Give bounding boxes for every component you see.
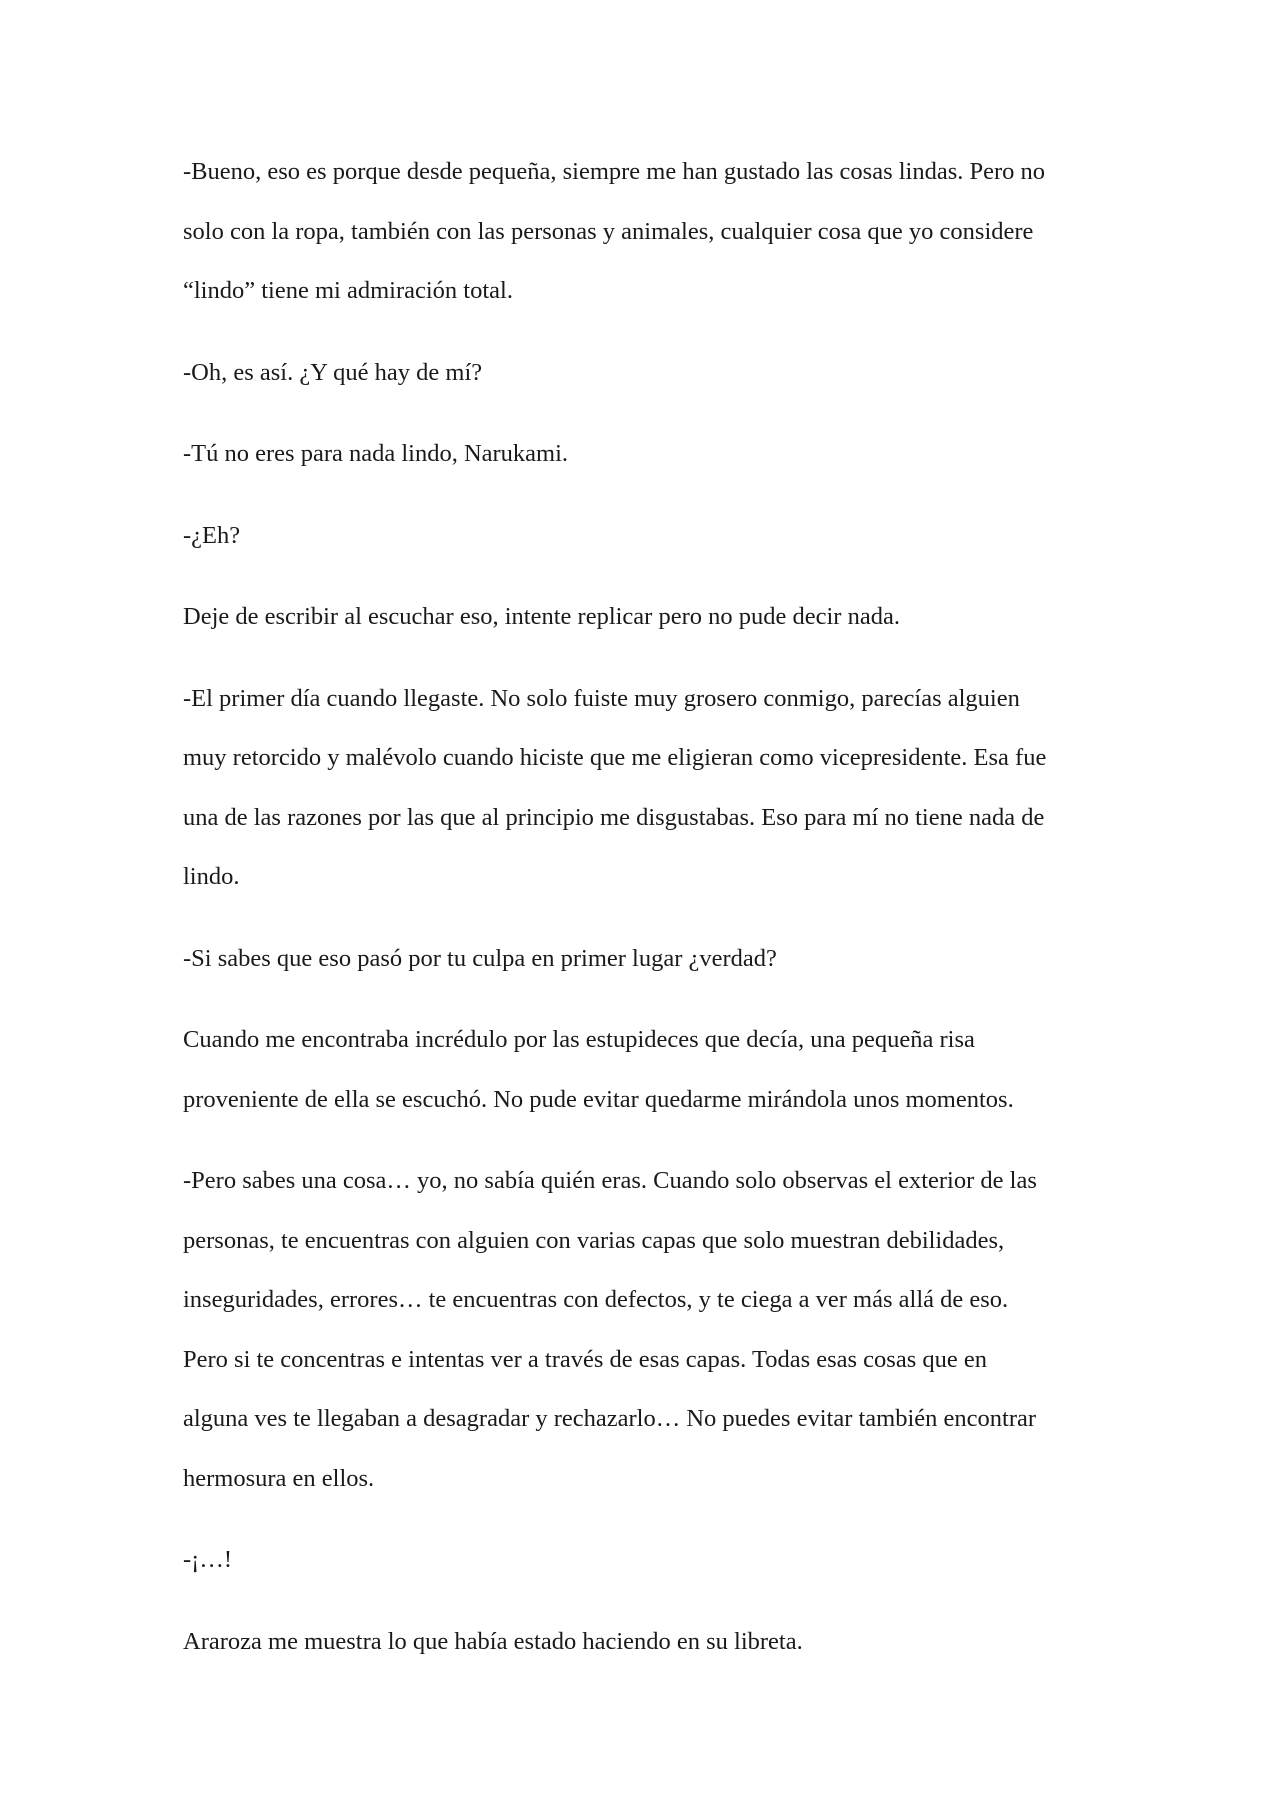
text-line: -¡…! xyxy=(183,1546,232,1573)
paragraph xyxy=(183,343,1103,403)
paragraph xyxy=(183,587,1103,647)
text-line: muy retorcido y malévolo cuando hiciste que me eligieran como vicepresidente. Esa fue xyxy=(183,744,1047,771)
text-line: Pero si te concentras e intentas ver a través de esas capas. Todas esas cosas que en xyxy=(183,1345,987,1373)
text-line: -Pero sabes una cosa… yo, no sabía quién eras. Cuando solo observas el exterior de las xyxy=(183,1167,1037,1194)
body-text xyxy=(183,142,1103,1693)
text-line: -¿Eh? xyxy=(183,521,241,549)
text-line: -El primer día cuando llegaste. No solo fuiste muy grosero conmigo, parecías alguien xyxy=(183,684,1020,712)
text-line: -Si sabes que eso pasó por tu culpa en primer lugar ¿verdad? xyxy=(183,944,777,972)
text-line: personas, te encuentras con alguien con varias capas que solo muestran debilidades, xyxy=(183,1226,1005,1254)
text-line: hermosura en ellos. xyxy=(183,1464,375,1492)
text-line: proveniente de ella se escuchó. No pude evitar quedarme mirándola unos momentos. xyxy=(183,1085,1014,1113)
text-line: alguna ves te llegaban a desagradar y rechazarlo… No puedes evitar también encontrar xyxy=(183,1405,1037,1432)
text-line: Deje de escribir al escuchar eso, intente replicar pero no pude decir nada. xyxy=(183,603,900,630)
text-line: -Oh, es así. ¿Y qué hay de mí? xyxy=(183,358,483,386)
text-line: Cuando me encontraba incrédulo por las estupideces que decía, una pequeña risa xyxy=(183,1026,975,1053)
text-line: -Bueno, eso es porque desde pequeña, siempre me han gustado las cosas lindas. Pero no xyxy=(183,158,1046,185)
text-line: -Tú no eres para nada lindo, Narukami. xyxy=(183,440,569,467)
paragraph xyxy=(183,1612,1103,1672)
text-line: inseguridades, errores… te encuentras con defectos, y te ciega a ver más allá de eso. xyxy=(183,1286,1009,1313)
paragraph xyxy=(183,1151,1103,1508)
paragraph xyxy=(183,1010,1103,1129)
paragraph xyxy=(183,929,1103,989)
text-line: solo con la ropa, también con las personas y animales, cualquier cosa que yo considere xyxy=(183,217,1034,245)
paragraph xyxy=(183,142,1103,321)
text-line: lindo. xyxy=(183,863,240,890)
text-line: “lindo” tiene mi admiración total. xyxy=(183,277,513,304)
paragraph xyxy=(183,424,1103,484)
text-line: una de las razones por las que al principio me disgustabas. Eso para mí no tiene nada de xyxy=(183,803,1045,831)
paragraph xyxy=(183,506,1103,566)
paragraph xyxy=(183,669,1103,907)
paragraph xyxy=(183,1530,1103,1590)
text-line: Araroza me muestra lo que había estado haciendo en su libreta. xyxy=(183,1627,803,1655)
